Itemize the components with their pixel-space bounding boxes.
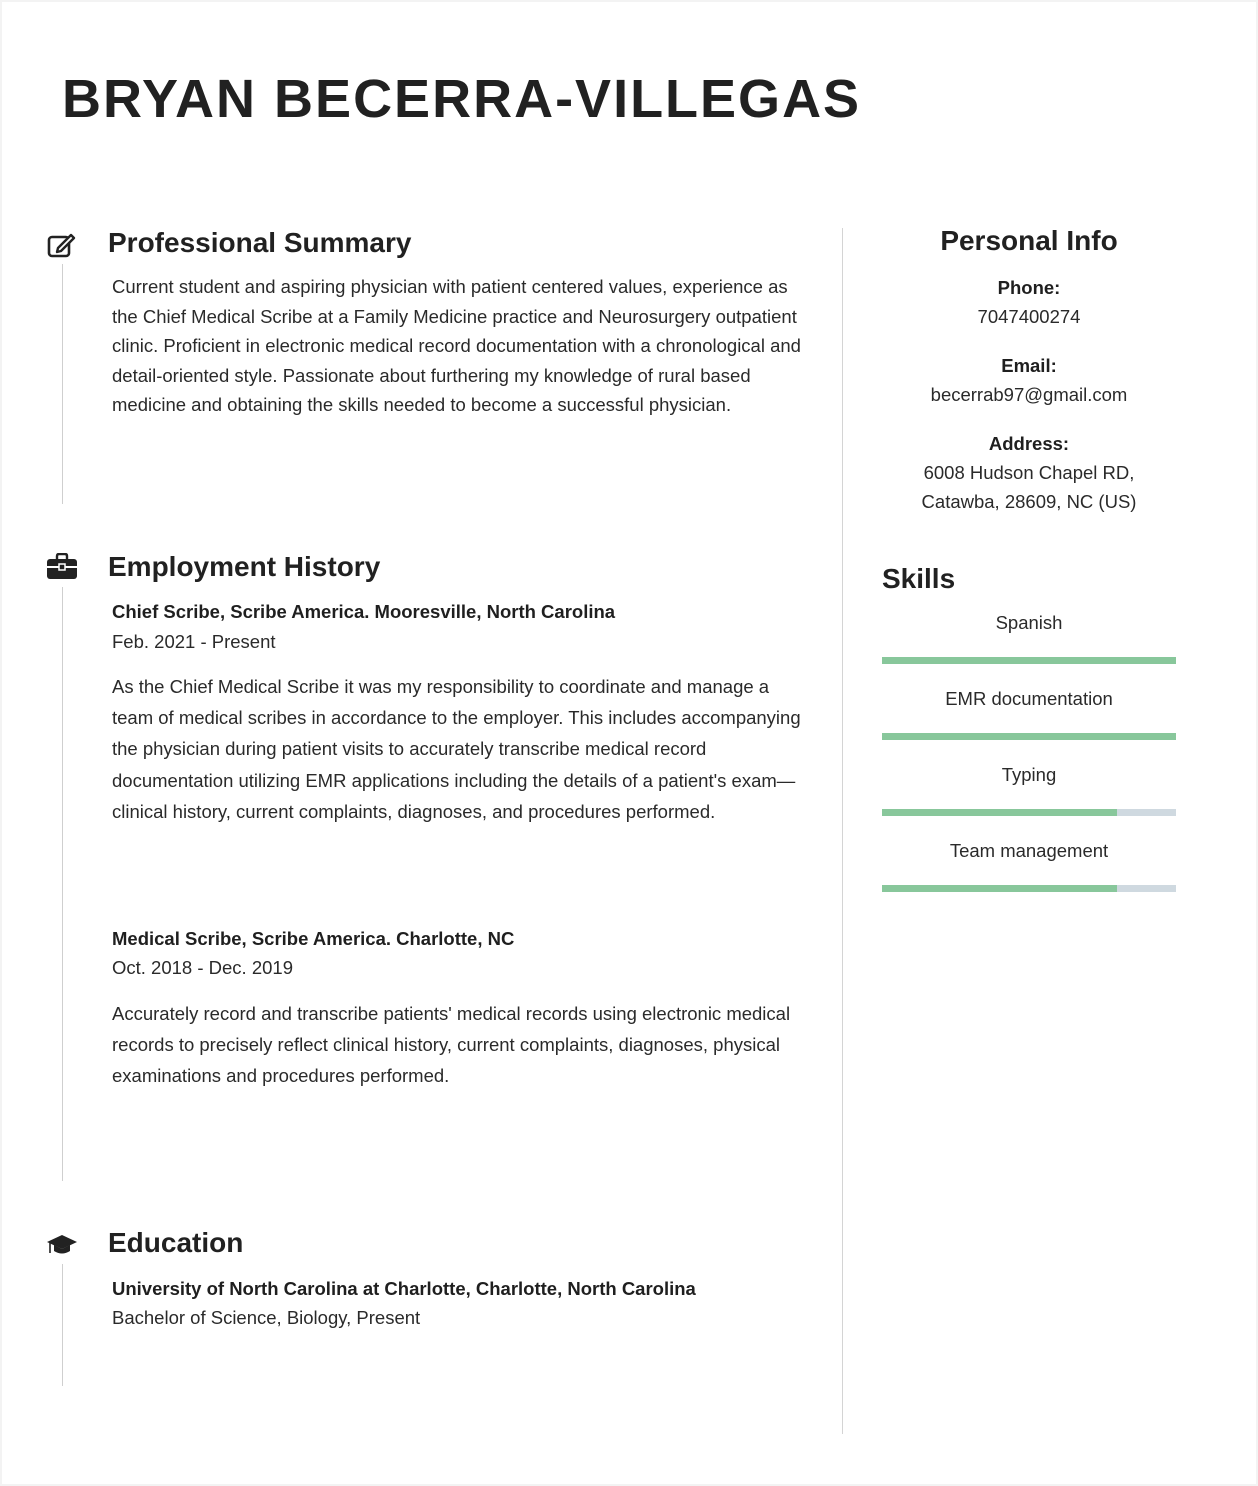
- skill-level-bar: [882, 657, 1176, 664]
- skill-level-bar: [882, 809, 1176, 816]
- email-label: Email:: [1001, 355, 1057, 376]
- address-label: Address:: [988, 433, 1070, 454]
- phone-label: Phone:: [997, 277, 1061, 298]
- job-description: Accurately record and transcribe patients' medical records using electronic medical records to precisely reflect clinical history, current complaints, diagnoses, physical examinations and procedures performed.: [112, 1003, 791, 1087]
- job-title: Medical Scribe, Scribe America. Charlotte, NC: [112, 928, 515, 949]
- school-name: University of North Carolina at Charlotte, Charlotte, North Carolina: [112, 1278, 696, 1299]
- education-heading: Education: [108, 1227, 244, 1258]
- candidate-name: BRYAN BECERRA-VILLEGAS: [62, 69, 862, 129]
- email-value: becerrab97@gmail.com: [930, 384, 1128, 405]
- skill-level-bar: [882, 885, 1176, 892]
- timeline-line: [62, 1264, 63, 1386]
- job-description: As the Chief Medical Scribe it was my responsibility to coordinate and manage a team of medical scribes in accordance to the employer. This includes accompanying the physician during patient visits to accurately transcribe medical record documentation utilizing EMR applications including the details of a patient's exam—clinical history, current complaints, diagnoses, and procedures performed.: [112, 676, 801, 822]
- skill-name: Team management: [949, 840, 1109, 861]
- skill-level-fill: [882, 809, 1117, 816]
- pencil-square-icon: [46, 230, 78, 260]
- skill-name: Typing: [1001, 764, 1057, 785]
- timeline-line: [62, 587, 63, 1181]
- skill-name: EMR documentation: [945, 688, 1113, 709]
- phone-value: 7047400274: [977, 306, 1081, 327]
- resume-page: [2, 2, 1256, 1484]
- job-dates: Oct. 2018 - Dec. 2019: [112, 957, 293, 978]
- column-divider: [842, 228, 843, 1434]
- summary-text: Current student and aspiring physician with patient centered values, experience as the Chief Medical Scribe at a Family Medicine practice and Neurosurgery outpatient clinic. Proficient in electronic medical record documentation with a chronological and detail-oriented style. Passionate about furthering my knowledge of rural based medicine and obtaining the skills needed to become a successful physician.: [112, 276, 801, 415]
- skills-heading: Skills: [882, 563, 956, 594]
- employment-history-heading: Employment History: [108, 551, 381, 582]
- address-line-2: Catawba, 28609, NC (US): [921, 491, 1137, 512]
- skill-name: Spanish: [995, 612, 1063, 633]
- skill-level-fill: [882, 885, 1117, 892]
- graduation-cap-icon: [46, 1230, 78, 1260]
- address-line-1: 6008 Hudson Chapel RD,: [923, 462, 1135, 483]
- briefcase-icon: [46, 552, 78, 582]
- timeline-line: [62, 264, 63, 504]
- personal-info-heading: Personal Info: [940, 225, 1118, 256]
- skill-level-fill: [882, 733, 1176, 740]
- job-title: Chief Scribe, Scribe America. Mooresville, North Carolina: [112, 601, 616, 622]
- job-dates: Feb. 2021 - Present: [112, 631, 276, 652]
- professional-summary-heading: Professional Summary: [108, 227, 412, 258]
- degree: Bachelor of Science, Biology, Present: [112, 1307, 421, 1328]
- skill-level-bar: [882, 733, 1176, 740]
- skill-level-fill: [882, 657, 1176, 664]
